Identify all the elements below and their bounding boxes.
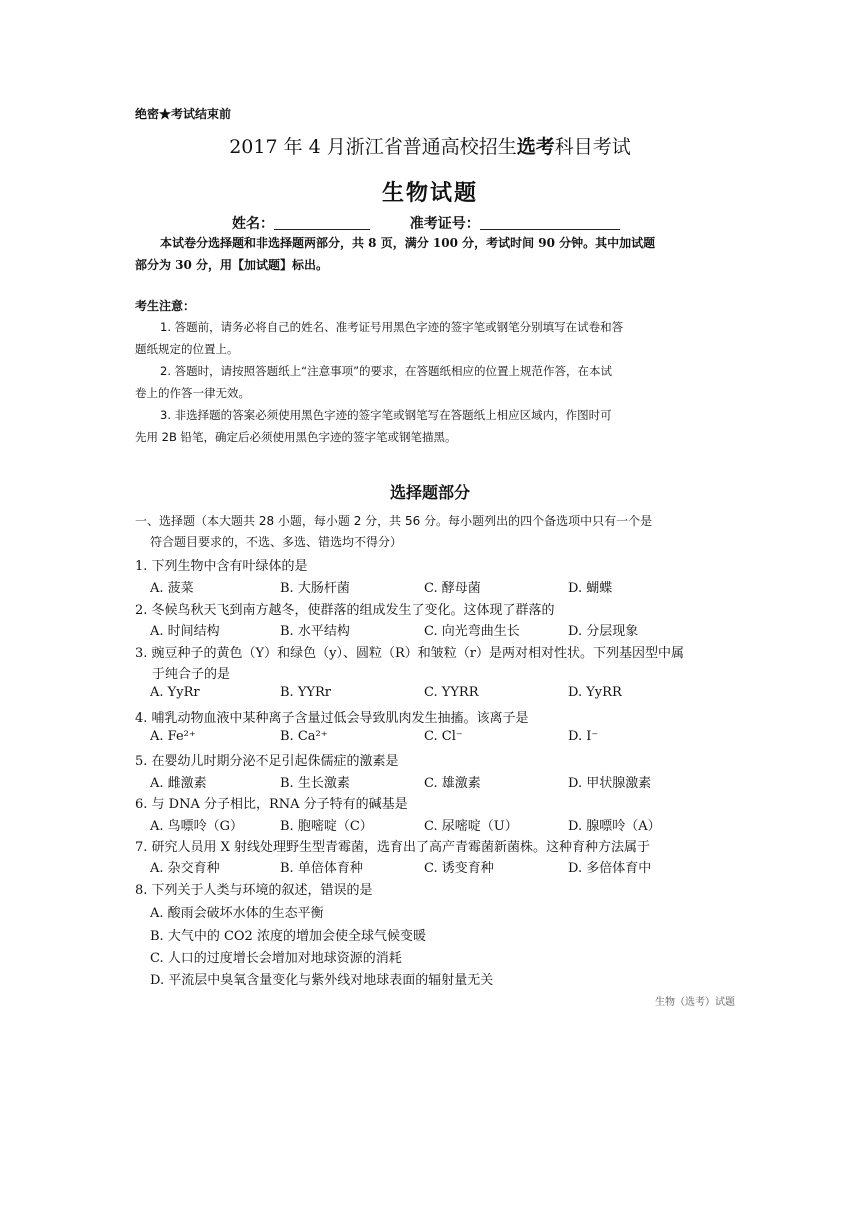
question-2-option-a: A. 时间结构 bbox=[150, 624, 220, 639]
section-intro-1: 一、选择题（本大题共 28 小题，每小题 2 分，共 56 分。每小题列出的四个备选项中只有一个是 bbox=[135, 514, 653, 528]
question-7-option-d: D. 多倍体育中 bbox=[568, 861, 652, 876]
question-3-stem-cont: 于纯合子的是 bbox=[152, 667, 231, 682]
notice-item-1: 1. 答题前，请务必将自己的姓名、准考证号用黑色字迹的签字笔或钢笔分别填写在试卷和答 bbox=[160, 320, 624, 334]
question-4-option-b: B. Ca²⁺ bbox=[280, 729, 328, 744]
intro-line-2: 部分为 30 分，用【加试题】标出。 bbox=[135, 258, 329, 272]
question-3-stem: 3. 豌豆种子的黄色（Y）和绿色（y）、圆粒（R）和皱粒（r）是两对相对性状。下列基因型中属 bbox=[135, 646, 684, 661]
question-5-option-a: A. 雌激素 bbox=[150, 776, 207, 791]
question-6-option-d: D. 腺嘌呤（A） bbox=[568, 819, 661, 834]
exam-title-part-1: 2017 年 4 月浙江省普通高校招生 bbox=[229, 136, 517, 158]
question-5-option-b: B. 生长激素 bbox=[280, 776, 350, 791]
question-6-stem: 6. 与 DNA 分子相比，RNA 分子特有的碱基是 bbox=[135, 797, 408, 812]
notice-item-2-cont: 卷上的作答一律无效。 bbox=[135, 386, 250, 400]
question-6-option-c: C. 尿嘧啶（U） bbox=[424, 819, 518, 834]
question-3-option-d: D. YyRR bbox=[568, 685, 622, 700]
name-label: 姓名： bbox=[232, 216, 274, 232]
question-1-option-a: A. 菠菜 bbox=[150, 581, 194, 596]
secret-label: 绝密★考试结束前 bbox=[135, 107, 232, 121]
question-7-option-a: A. 杂交育种 bbox=[150, 861, 220, 876]
question-1-option-c: C. 酵母菌 bbox=[424, 581, 481, 596]
question-2-stem: 2. 冬候鸟秋天飞到南方越冬，使群落的组成发生了变化。这体现了群落的 bbox=[135, 603, 555, 618]
name-blank bbox=[274, 215, 370, 230]
question-4-option-c: C. Cl⁻ bbox=[424, 729, 463, 744]
question-7-option-b: B. 单倍体育种 bbox=[280, 861, 363, 876]
id-blank bbox=[480, 215, 620, 230]
question-2-option-c: C. 向光弯曲生长 bbox=[424, 624, 520, 639]
question-1-option-b: B. 大肠杆菌 bbox=[280, 581, 350, 596]
question-3-option-c: C. YYRR bbox=[424, 685, 479, 700]
question-7-option-c: C. 诱变育种 bbox=[424, 861, 494, 876]
question-5-stem: 5. 在婴幼儿时期分泌不足引起侏儒症的激素是 bbox=[135, 754, 399, 769]
question-4-stem: 4. 哺乳动物血液中某种离子含量过低会导致肌肉发生抽搐。该离子是 bbox=[135, 711, 529, 726]
question-8-option-a: A. 酸雨会破坏水体的生态平衡 bbox=[150, 906, 324, 921]
exam-title-part-3: 科目考试 bbox=[554, 136, 631, 158]
question-3-option-a: A. YyRr bbox=[150, 685, 200, 700]
question-5-option-d: D. 甲状腺激素 bbox=[568, 776, 652, 791]
question-2-option-d: D. 分层现象 bbox=[568, 624, 639, 639]
subject-title: 生物试题 bbox=[381, 180, 478, 206]
notice-item-3: 3. 非选择题的答案必须使用黑色字迹的签字笔或钢笔写在答题纸上相应区域内，作图时可 bbox=[160, 408, 612, 422]
notice-heading: 考生注意： bbox=[135, 299, 196, 313]
exam-title-part-2: 选考 bbox=[516, 136, 555, 158]
question-8-option-b: B. 大气中的 CO2 浓度的增加会使全球气候变暖 bbox=[150, 929, 426, 944]
page-footer: 生物（选考）试题 bbox=[655, 997, 735, 1008]
candidate-fields bbox=[232, 213, 620, 233]
question-8-stem: 8. 下列关于人类与环境的叙述，错误的是 bbox=[135, 883, 373, 898]
exam-title bbox=[0, 132, 860, 159]
question-1-stem: 1. 下列生物中含有叶绿体的是 bbox=[135, 559, 308, 574]
question-8-option-d: D. 平流层中臭氧含量变化与紫外线对地球表面的辐射量无关 bbox=[150, 973, 494, 988]
question-4-option-a: A. Fe²⁺ bbox=[150, 729, 196, 744]
section-title: 选择题部分 bbox=[389, 483, 470, 502]
question-4-option-d: D. I⁻ bbox=[568, 729, 599, 744]
question-8-option-c: C. 人口的过度增长会增加对地球资源的消耗 bbox=[150, 951, 402, 966]
question-5-option-c: C. 雄激素 bbox=[424, 776, 481, 791]
id-label: 准考证号： bbox=[409, 216, 480, 232]
question-6-option-a: A. 鸟嘌呤（G） bbox=[150, 819, 244, 834]
section-intro-2: 符合题目要求的，不选、多选、错选均不得分） bbox=[150, 535, 403, 549]
notice-item-2: 2. 答题时，请按照答题纸上“注意事项”的要求，在答题纸相应的位置上规范作答，在本试 bbox=[160, 364, 613, 378]
notice-item-1-cont: 题纸规定的位置上。 bbox=[135, 342, 239, 356]
question-2-option-b: B. 水平结构 bbox=[280, 624, 350, 639]
question-1-option-d: D. 蝴蝶 bbox=[568, 581, 613, 596]
question-6-option-b: B. 胞嘧啶（C） bbox=[280, 819, 373, 834]
question-7-stem: 7. 研究人员用 X 射线处理野生型青霉菌，选育出了高产青霉菌新菌株。这种育种方法属于 bbox=[135, 840, 651, 855]
notice-item-3-cont: 先用 2B 铅笔，确定后必须使用黑色字迹的签字笔或钢笔描黑。 bbox=[135, 430, 457, 444]
question-3-option-b: B. YYRr bbox=[280, 685, 331, 700]
intro-line-1: 本试卷分选择题和非选择题两部分，共 8 页，满分 100 分，考试时间 90 分钟。其中加试题 bbox=[160, 236, 656, 250]
